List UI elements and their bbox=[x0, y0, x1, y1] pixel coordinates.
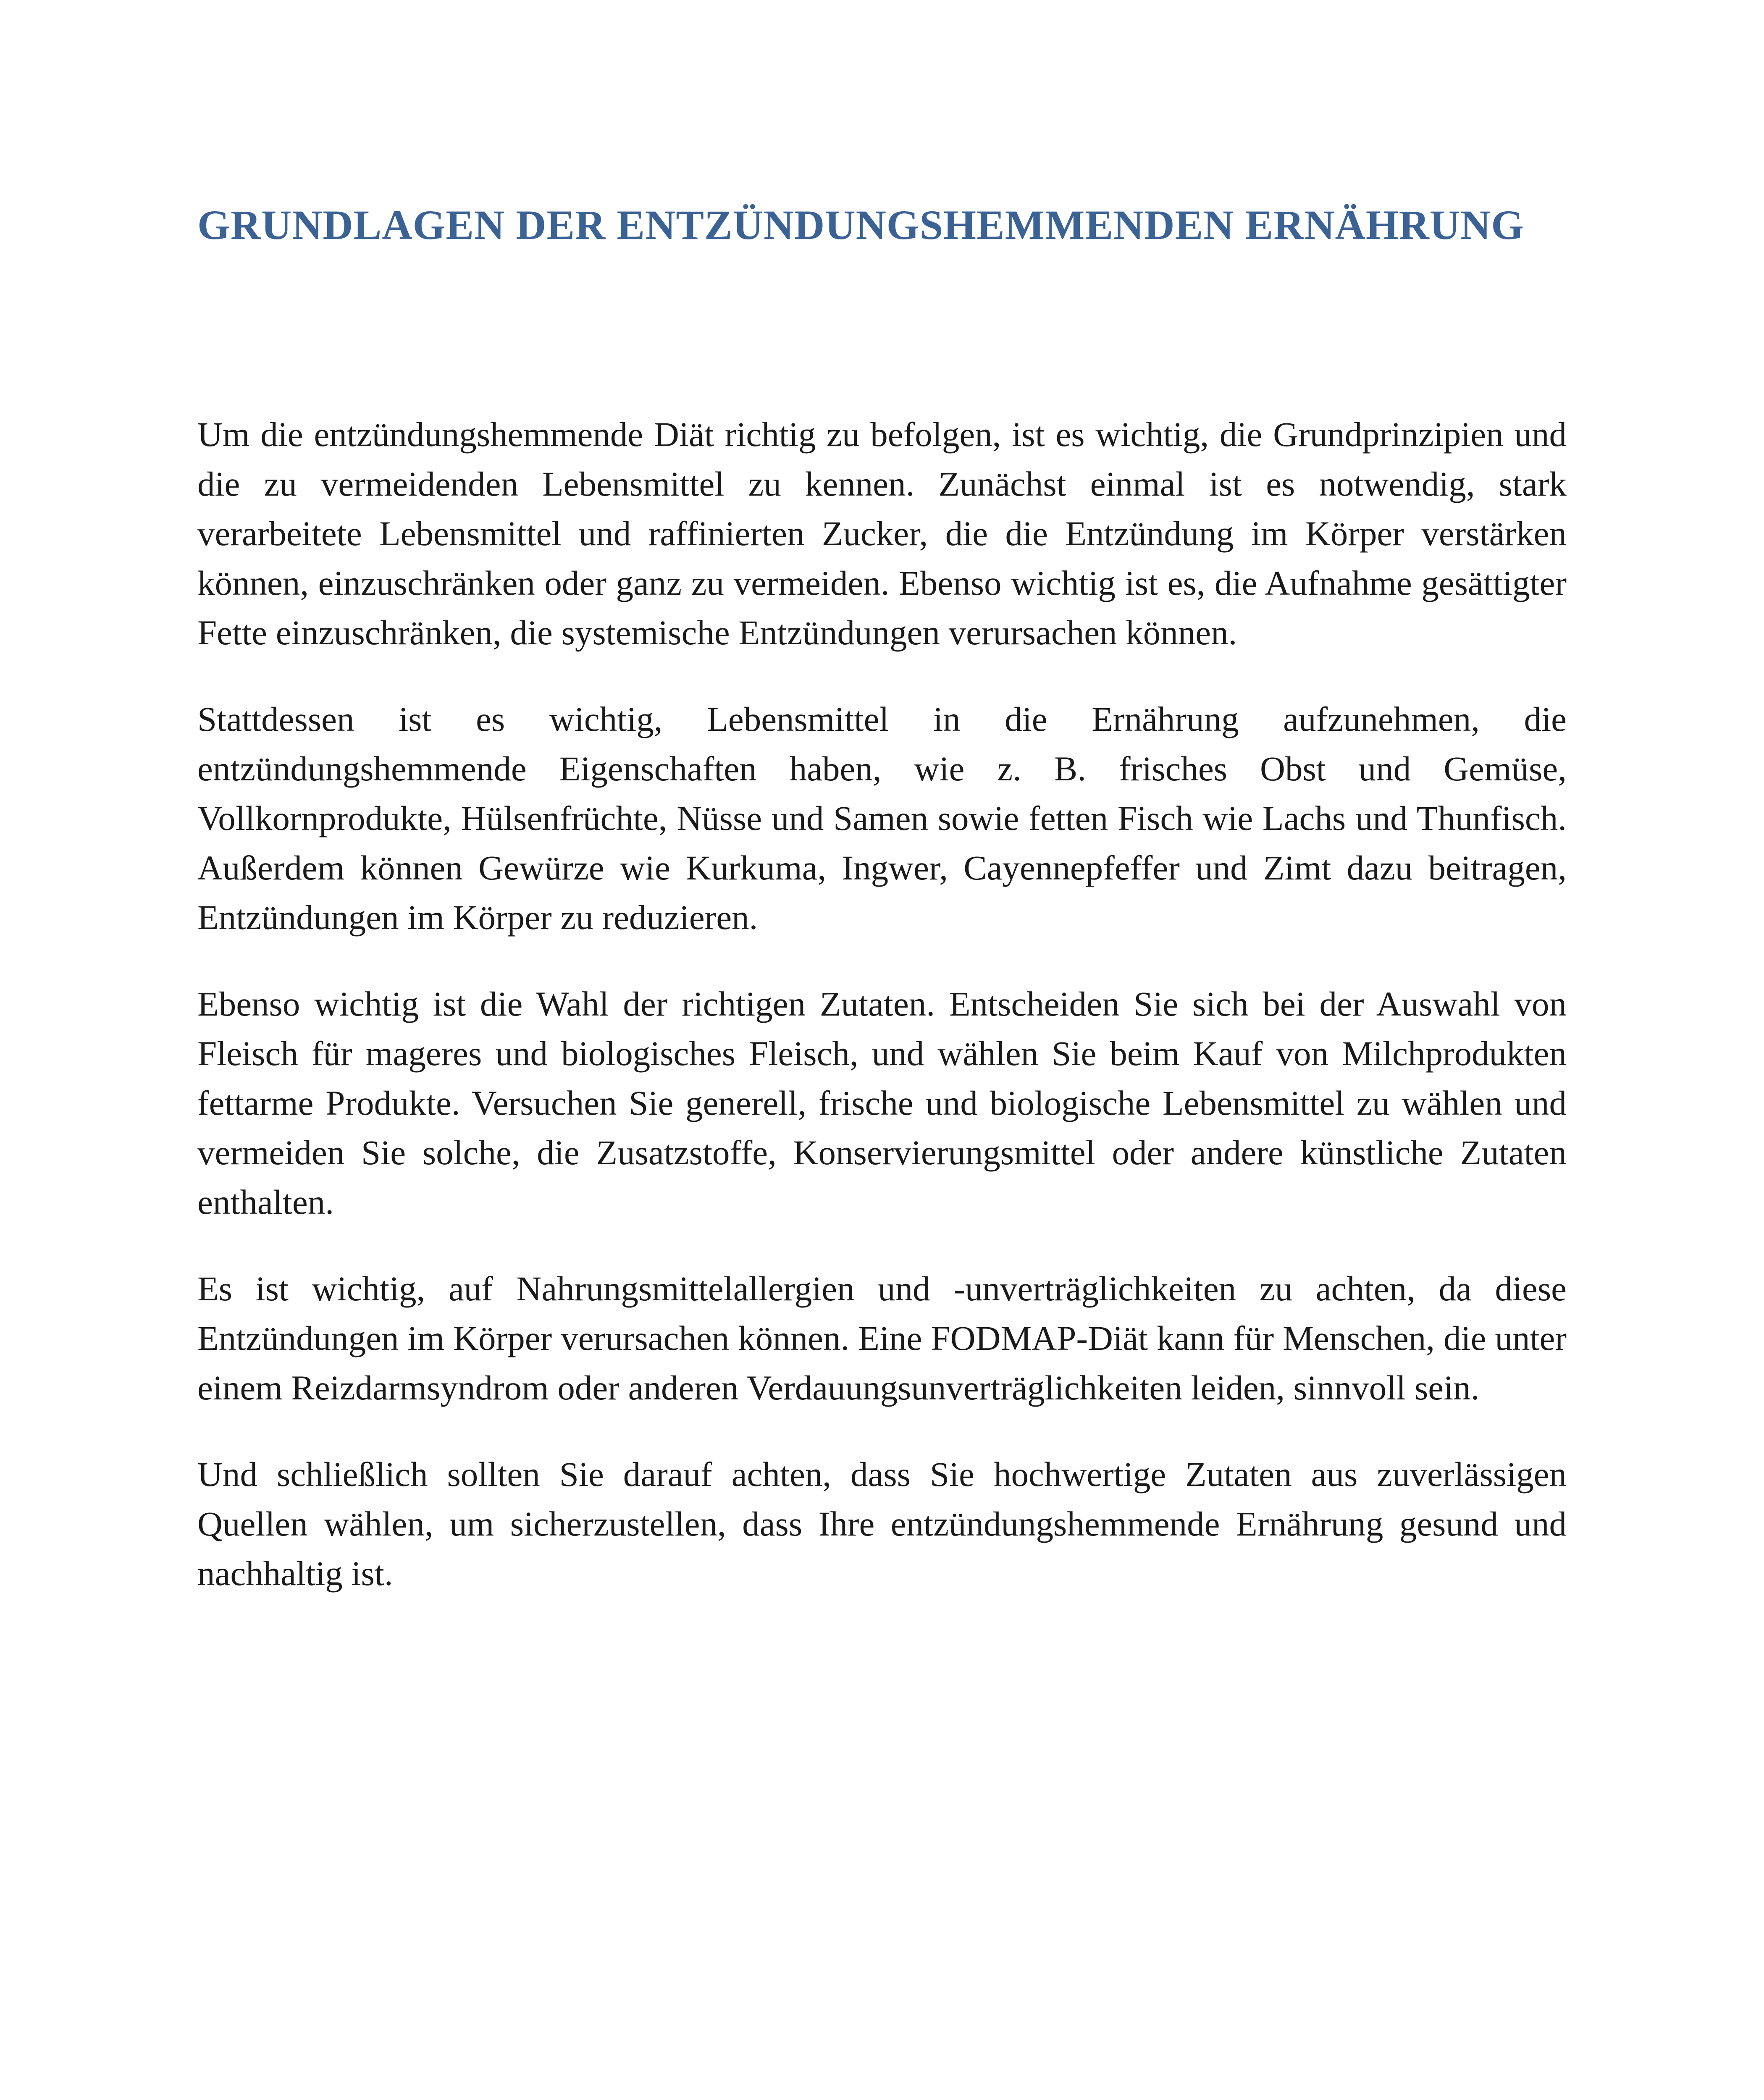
section-heading: GRUNDLAGEN DER ENTZÜNDUNGSHEMMENDEN ERNÄHRUNG bbox=[197, 202, 1525, 248]
paragraph: Es ist wichtig, auf Nahrungsmittelallergien und -unverträglichkeiten zu achten, da diese Entzündungen im Körper verursachen können. Eine FODMAP-Diät kann für Menschen, die unter einem Reizdarmsyndrom oder anderen Verdauungsunverträglichkeiten leiden, sinnvoll sein. bbox=[197, 1269, 1567, 1407]
paragraph: Um die entzündungshemmende Diät richtig zu befolgen, ist es wichtig, die Grundprinzipien und die zu vermeidenden Lebensmittel zu kennen. Zunächst einmal ist es notwendig, stark verarbeitete Lebensmittel und raffinierten Zucker, die die Entzündung im Körper verstärken können, einzuschränken oder ganz zu vermeiden. Ebenso wichtig ist es, die Aufnahme gesättigter Fette einzuschränken, die systemische Entzündungen verursachen können. bbox=[197, 415, 1567, 652]
paragraph: Ebenso wichtig ist die Wahl der richtigen Zutaten. Entscheiden Sie sich bei der Auswahl von Fleisch für mageres und biologisches Fleisch, und wählen Sie beim Kauf von Milchprodukten fettarme Produkte. Versuchen Sie generell, frische und biologische Lebensmittel zu wählen und vermeiden Sie solche, die Zusatzstoffe, Konservierungsmittel oder andere künstliche Zutaten enthalten. bbox=[197, 984, 1567, 1221]
paragraph: Stattdessen ist es wichtig, Lebensmittel in die Ernährung aufzunehmen, die entzündungshemmende Eigenschaften haben, wie z. B. frisches Obst und Gemüse, Vollkornprodukte, Hülsenfrüchte, Nüsse und Samen sowie fetten Fisch wie Lachs und Thunfisch. Außerdem können Gewürze wie Kurkuma, Ingwer, Cayennepfeffer und Zimt dazu beitragen, Entzündungen im Körper zu reduzieren. bbox=[197, 700, 1567, 937]
paragraph: Und schließlich sollten Sie darauf achten, dass Sie hochwertige Zutaten aus zuverlässigen Quellen wählen, um sicherzustellen, dass Ihre entzündungshemmende Ernährung gesund und nachhaltig ist. bbox=[197, 1455, 1567, 1593]
body-text bbox=[197, 410, 1567, 1635]
